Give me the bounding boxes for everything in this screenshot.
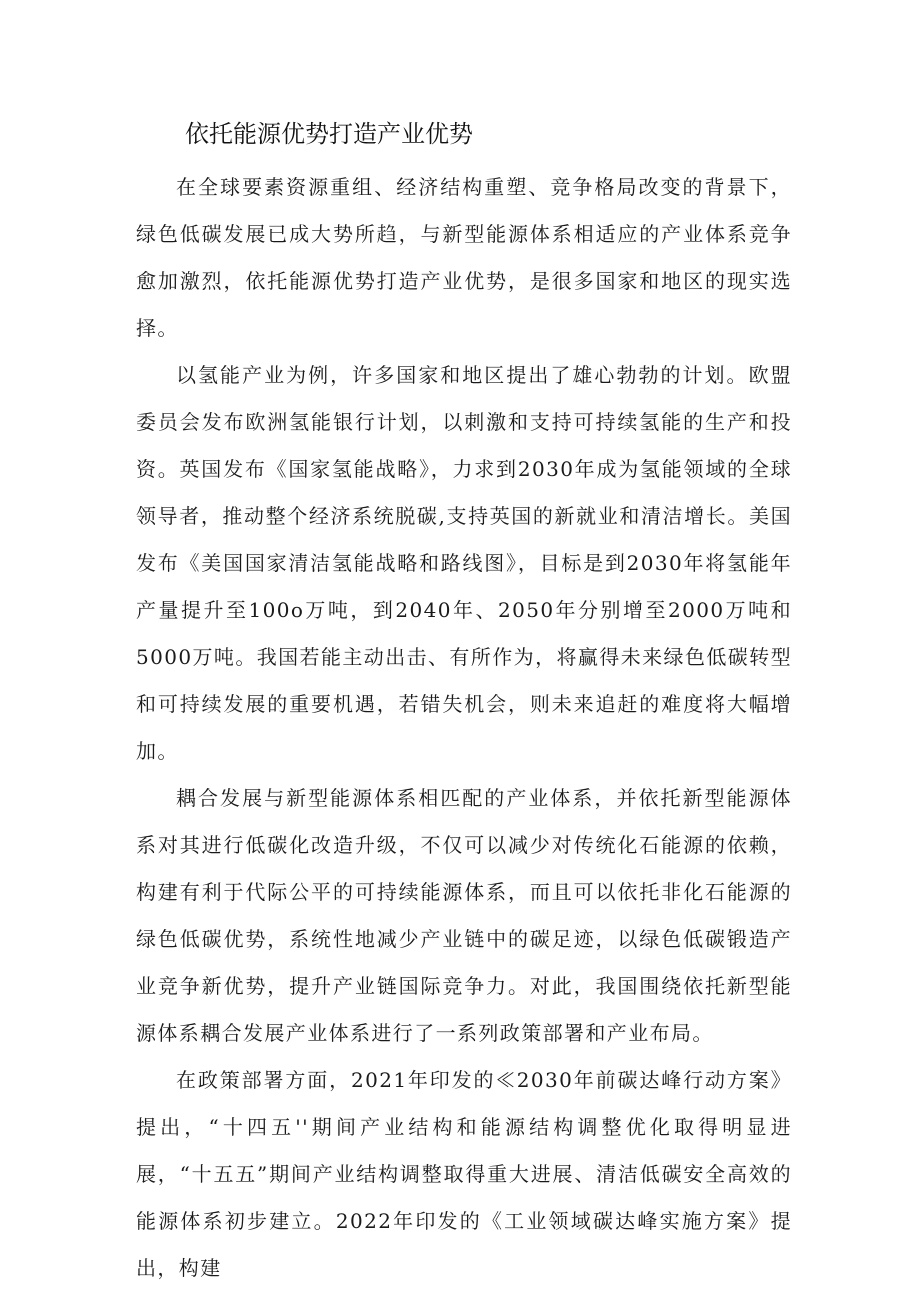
paragraph-hydrogen-example: 以氢能产业为例，许多国家和地区提出了雄心勃勃的计划。欧盟委员会发布欧洲氢能银行计划，以刺激和支持可持续氢能的生产和投资。英国发布《国家氢能战略》，力求到2030年成为氢能领域的全球领导者，推动整个经济系统脱碳,支持英国的新就业和清洁增长。美国发布《美国国家清洁氢能战略和路线图》，目标是到2030年将氢能年产量提升至100o万吨，到2040年、2050年分别增至2000万吨和5000万吨。我国若能主动出击、有所作为，将赢得未来绿色低碳转型和可持续发展的重要机遇，若错失机会，则未来追赶的难度将大幅增加。 (136, 363, 792, 763)
paragraph-coupled-development: 耦合发展与新型能源体系相匹配的产业体系，并依托新型能源体系对其进行低碳化改造升级，不仅可以减少对传统化石能源的依赖，构建有利于代际公平的可持续能源体系，而且可以依托非化石能源的绿色低碳优势，系统性地减少产业链中的碳足迹，以绿色低碳锻造产业竞争新优势，提升产业链国际竞争力。对此，我国围绕依托新型能源体系耦合发展产业体系进行了一系列政策部署和产业布局。 (136, 786, 792, 1045)
document-title: 依托能源优势打造产业优势 (185, 120, 473, 148)
document-body (136, 164, 792, 1292)
paragraph-policy-deployment: 在政策部署方面，2021年印发的≪2030年前碳达峰行动方案》提出，“十四五''期间产业结构和能源结构调整优化取得明显进展，“十五五”期间产业结构调整取得重大进展、清洁低碳安全高效的能源体系初步建立。2022年印发的《工业领域碳达峰实施方案》提出，构建 (136, 1068, 792, 1280)
paragraph-intro: 在全球要素资源重组、经济结构重塑、竞争格局改变的背景下，绿色低碳发展已成大势所趋，与新型能源体系相适应的产业体系竞争愈加激烈，依托能源优势打造产业优势，是很多国家和地区的现实选择。 (136, 175, 792, 340)
